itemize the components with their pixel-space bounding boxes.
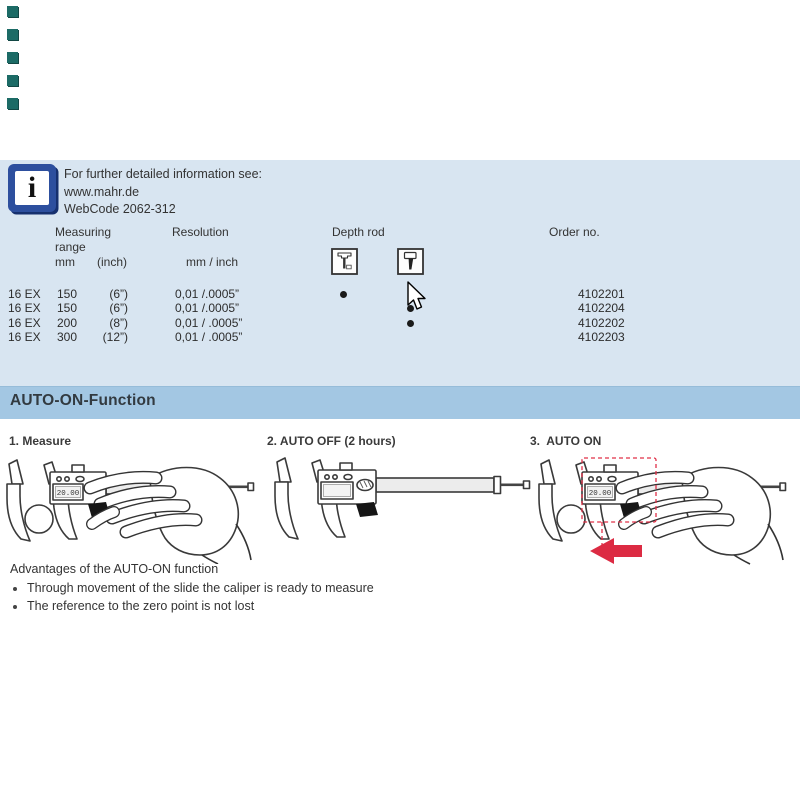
row-order-no: 4102203 [578, 330, 625, 344]
red-arrow-left [590, 538, 642, 564]
row-inch: (8”) [109, 316, 128, 330]
row-inch: (12”) [102, 330, 128, 344]
row-model: 16 EX [8, 330, 41, 344]
info-line-1: For further detailed information see: [64, 167, 263, 181]
workpiece-circle [557, 505, 585, 533]
caliper-illustration-measure [2, 452, 260, 564]
caliper-illustration-auto-on [532, 452, 798, 570]
row-mm: 150 [57, 287, 78, 301]
depth-rod-round-icon [397, 248, 424, 275]
row-inch: (6”) [109, 287, 128, 301]
advantage-item-1: Through movement of the slide the caliper is ready to measure [27, 581, 374, 595]
bullet-dot [13, 587, 17, 591]
depth-rod-dot-round-row3 [407, 320, 414, 327]
lcd-value: 20.00 [56, 490, 80, 498]
workpiece-circle [25, 505, 53, 533]
col-header-resolution: Resolution [172, 225, 229, 239]
info-text [64, 166, 262, 219]
figure-caption-auto-off: 2. AUTO OFF (2 hours) [267, 434, 396, 448]
advantages-title: Advantages of the AUTO-ON function [10, 562, 219, 576]
row-mm: 300 [57, 330, 78, 344]
row-model: 16 EX [8, 287, 41, 301]
page-edge-tab [7, 98, 18, 109]
col-header-measuring: Measuring [55, 225, 112, 239]
col-header-inch: (inch) [97, 255, 128, 269]
page-edge-tab [7, 75, 18, 86]
info-link-mahr[interactable]: www.mahr.de [64, 184, 140, 199]
page-edge-tab [7, 29, 18, 40]
thumb-roller [357, 480, 373, 491]
mouse-cursor [406, 281, 428, 311]
row-order-no: 4102202 [578, 316, 625, 330]
depth-rod-blade-icon [331, 248, 358, 275]
col-header-res-unit: mm / inch [186, 255, 239, 269]
row-resolution: 0,01 /.0005” [175, 287, 240, 301]
info-webcode: WebCode 2062-312 [64, 202, 176, 216]
section-title: AUTO-ON-Function [10, 392, 156, 409]
row-resolution: 0,01 /.0005” [175, 301, 240, 315]
row-order-no: 4102201 [578, 287, 625, 301]
depth-rod-tip [524, 481, 530, 489]
figure-caption-auto-on: 3. AUTO ON [530, 434, 602, 448]
row-model: 16 EX [8, 301, 41, 315]
col-header-depth-rod: Depth rod [332, 225, 385, 239]
hand-drawing [88, 468, 251, 565]
figure-caption-measure: 1. Measure [9, 434, 72, 448]
info-icon-inner [15, 171, 49, 205]
caliper-illustration-auto-off [268, 452, 532, 548]
row-model: 16 EX [8, 316, 41, 330]
page-edge-tab [7, 6, 18, 17]
info-icon-glyph: i [27, 171, 37, 204]
lcd-value: 20.00 [588, 490, 612, 498]
row-inch: (6”) [109, 301, 128, 315]
hand-drawing [620, 468, 783, 565]
bullet-dot [13, 605, 17, 609]
depth-rod-tip [780, 483, 786, 491]
col-header-mm: mm [55, 255, 75, 269]
row-order-no: 4102204 [578, 301, 625, 315]
col-header-range: range [55, 240, 86, 254]
info-icon [8, 164, 56, 212]
advantage-item-2: The reference to the zero point is not lost [27, 599, 255, 613]
col-header-order-no: Order no. [549, 225, 600, 239]
depth-rod-tip [248, 483, 254, 491]
row-resolution: 0,01 / .0005” [175, 330, 243, 344]
row-resolution: 0,01 / .0005” [175, 316, 243, 330]
depth-rod-dot-blade-row1 [340, 291, 347, 298]
row-mm: 200 [57, 316, 78, 330]
row-mm: 150 [57, 301, 78, 315]
page-edge-tab [7, 52, 18, 63]
